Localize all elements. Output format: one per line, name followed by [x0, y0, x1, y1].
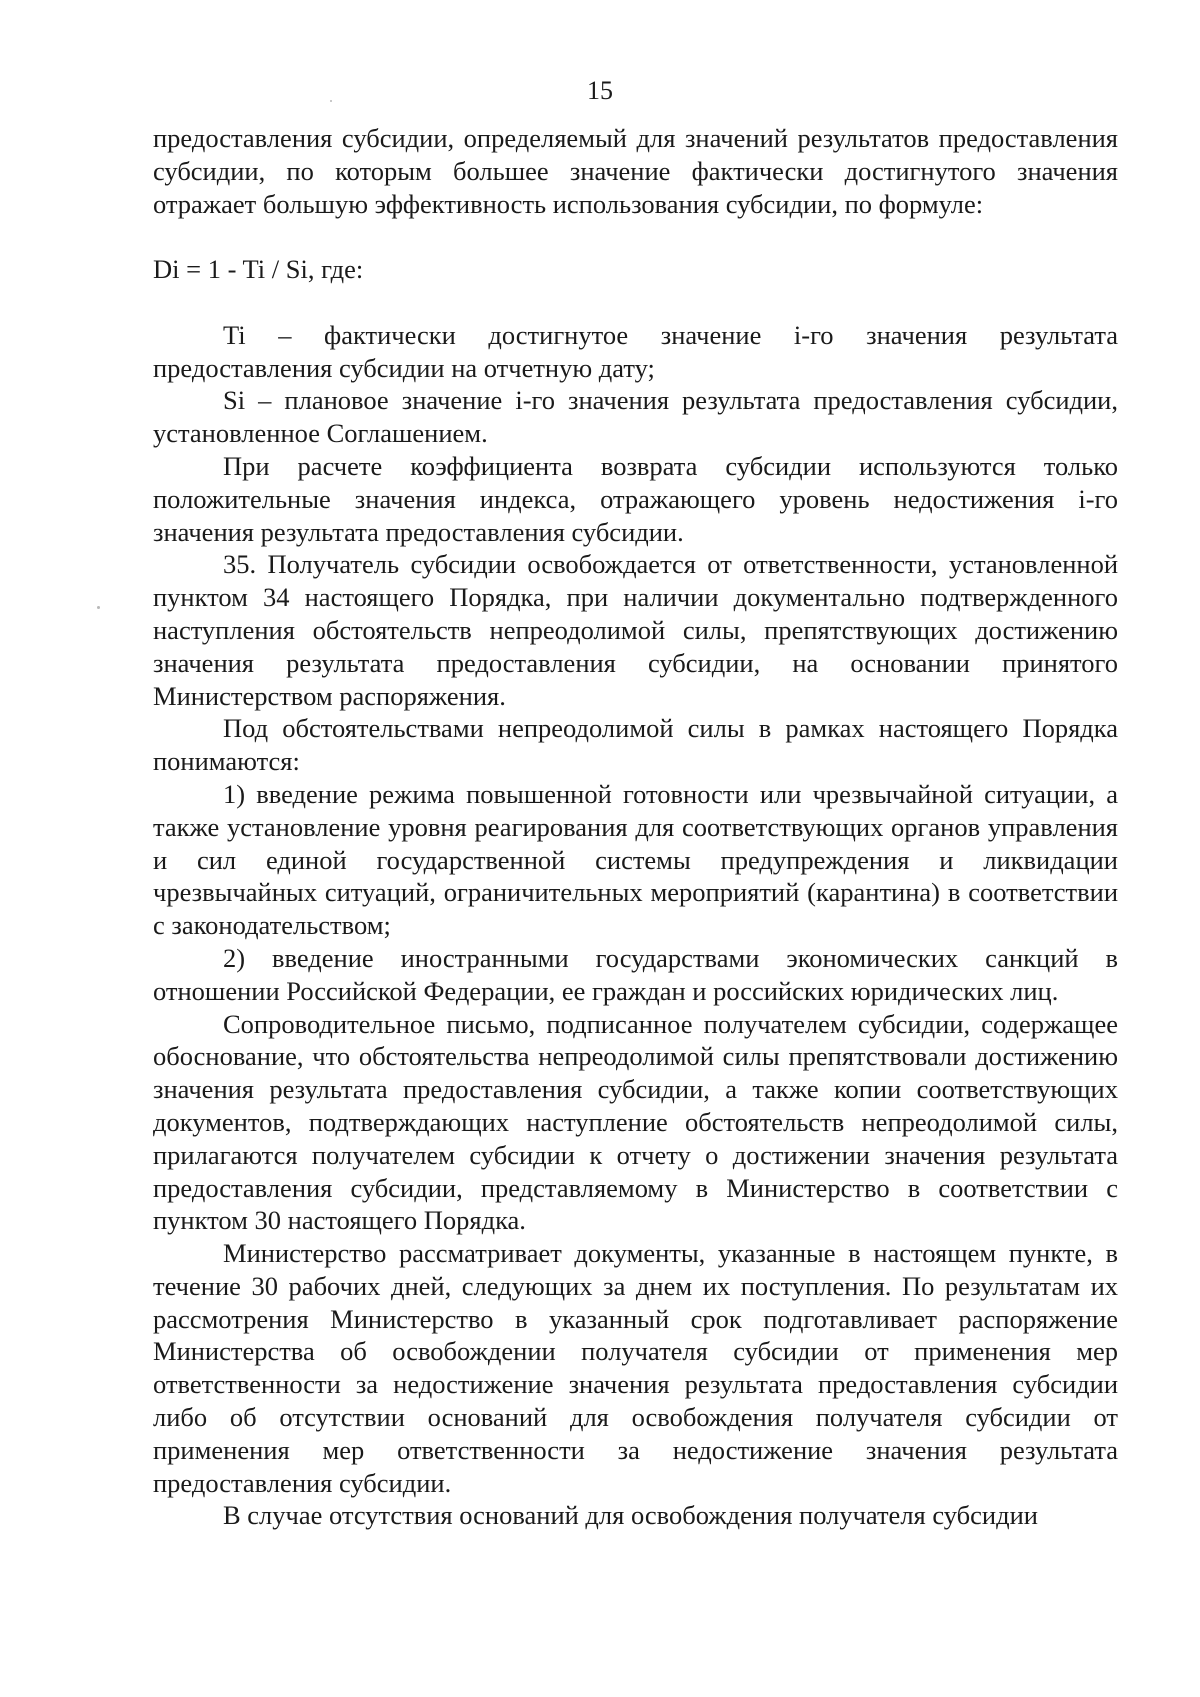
- scan-artifact: [97, 606, 100, 609]
- list-item-2: 2) введение иностранными государствами экономических санкций в отношении Российской Федерации, ее граждан и российских юридических лиц.: [153, 942, 1118, 1006]
- paragraph-positive-values: При расчете коэффициента возврата субсидии используются только положительные значения индекса, отражающего уровень недостижения i-го значения результата предоставления субсидии.: [153, 450, 1118, 547]
- spacer: [153, 286, 1118, 319]
- paragraph-force-majeure-intro: Под обстоятельствами непреодолимой силы в рамках настоящего Порядка понимаются:: [153, 713, 1118, 777]
- paragraph-no-grounds: В случае отсутствия оснований для освобождения получателя субсидии: [223, 1500, 1038, 1531]
- paragraph-si-definition: Si – плановое значение i-го значения результата предоставления субсидии, установленное Соглашением.: [153, 385, 1118, 449]
- paragraph-formula-intro: предоставления субсидии, определяемый для значений результатов предоставления субсидии, по которым большее значение фактически достигнутого значения отражает большую эффективность использования субсидии, по формуле:: [153, 123, 1118, 219]
- spacer: [153, 220, 1118, 253]
- list-item-1: 1) введение режима повышенной готовности или чрезвычайной ситуации, а также установление уровня реагирования для соответствующих органов управления и сил единой государственной системы предупреждения и ликвидации чрезвычайных ситуаций, ограничительных мероприятий (карантина) в соответствии с законодательством;: [153, 778, 1118, 941]
- paragraph-clause-35: 35. Получатель субсидии освобождается от ответственности, установленной пунктом 34 настоящего Порядка, при наличии документально подтвержденного наступления обстоятельств непреодолимой силы, препятствующих достижению значения результата предоставления субсидии, на основании принятого Министерством распоряжения.: [153, 549, 1118, 711]
- page-number: 15: [587, 76, 613, 105]
- paragraph-ti-definition: Ti – фактически достигнутое значение i-го значения результата предоставления субсидии на отчетную дату;: [153, 319, 1118, 383]
- scan-artifact: [330, 100, 332, 102]
- paragraph-cover-letter: Сопроводительное письмо, подписанное получателем субсидии, содержащее обоснование, что обстоятельства непреодолимой силы препятствовали достижению значения результата предоставления субсидии, а также копии соответствующих документов, подтверждающих наступление обстоятельств непреодолимой силы, прилагаются получателем субсидии к отчету о достижении значения результата предоставления субсидии, представляемому в Министерство в соответствии с пунктом 30 настоящего Порядка.: [153, 1008, 1118, 1236]
- document-body: [153, 122, 1118, 1532]
- paragraph-ministry-review: Министерство рассматривает документы, указанные в настоящем пункте, в течение 30 рабочих дней, следующих за днем их поступления. По результатам их рассмотрения Министерство в указанный срок подготавливает распоряжение Министерства об освобождении получателя субсидии от применения мер ответственности за недостижение значения результата предоставления субсидии либо об отсутствии оснований для освобождения получателя субсидии от применения мер ответственности за недостижение значения результата предоставления субсидии.: [153, 1238, 1118, 1498]
- formula-line: Di = 1 - Ti / Si, где:: [153, 254, 364, 285]
